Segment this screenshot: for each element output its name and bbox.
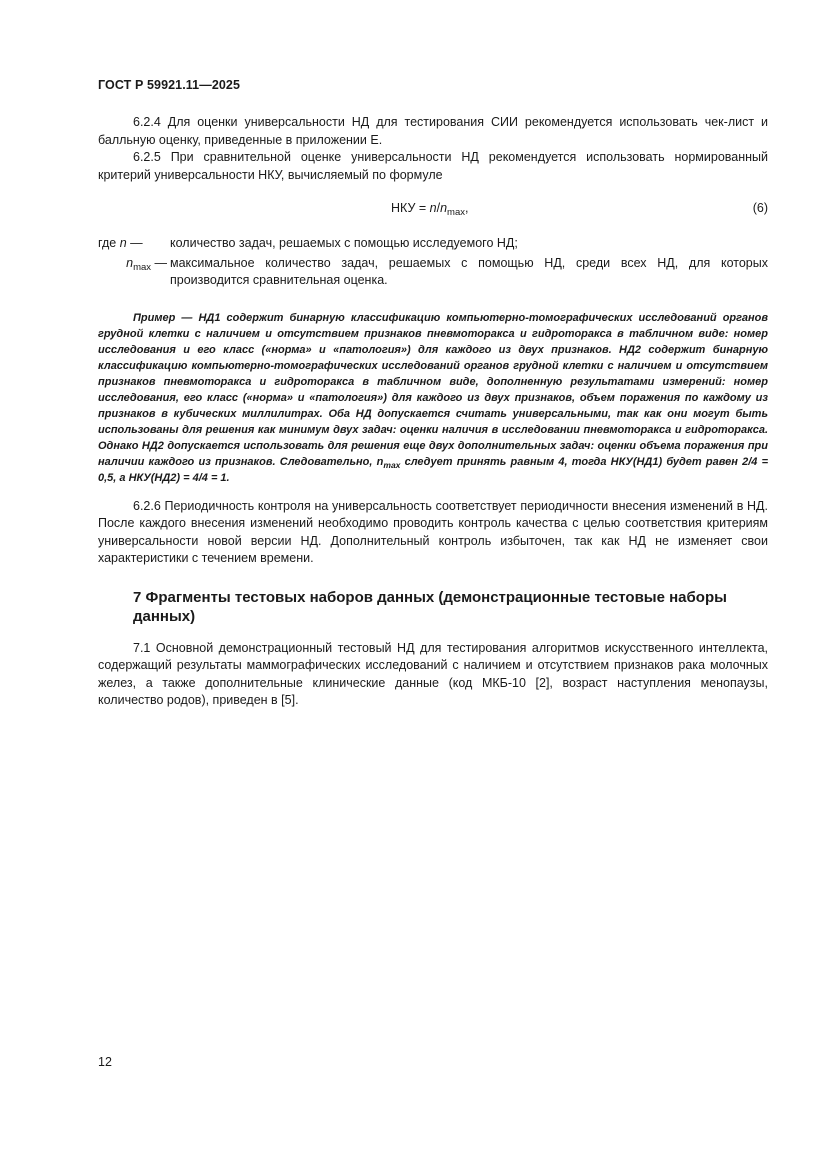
legend-def-nmax: максимальное количество задач, решаемых с помощью НД, среди всех НД, для которых производится сравнительная оценка. [170,255,768,287]
paragraph-6-2-5: 6.2.5 При сравнительной оценке универсальности НД рекомендуется использовать нормированный критерий универсальности НКУ, вычисляемый по формуле [98,150,768,182]
legend-def-n: количество задач, решаемых с помощью исследуемого НД; [170,236,518,250]
paragraph-6-2-6: 6.2.6 Периодичность контроля на универсальность соответствует периодичности внесения изменений в НД. После каждого внесения изменений необходимо проводить контроль качества с целью соответствия критериям универсальности новой версии НД. Дополнительный контроль избыточен, так как НД не изменяет свои характеристики с течением времени. [98,498,768,565]
section-7-title: 7 Фрагменты тестовых наборов данных (демонстрационные тестовые наборы данных) [133,588,727,625]
paragraph-6-2-4: 6.2.4 Для оценки универсальности НД для тестирования СИИ рекомендуется использовать чек-лист и балльную оценку, приведенные в приложении Е. [98,115,768,147]
legend-term-n: где n — [98,236,143,250]
formula-number: (6) [752,201,768,215]
example-block: Пример — НД1 содержит бинарную классификацию компьютерно-томографических исследований органов грудной клетки с наличием и отсутствием признаков пневмоторакса и гидроторакса в табличном виде: номер исследования и его класс («норма» и «патология») для каждого из двух признаков. НД2 содержит бинарную классификацию компьютерно-томографических исследований органов грудной клетки с наличием и отсутствием признаков пневмоторакса и гидроторакса в табличном виде, дополненную результатами измерений: номер исследования, его класс («норма» и «патология») для каждого из двух признаков, объем поражения по каждому из признаков в кубических миллилитрах. Оба НД допускается считать универсальными, так как они могут быть использованы для решения как минимум двух задач: оценки наличия в исследовании пневмоторакса и гидроторакса. Однако НД2 допускается использовать для решения еще двух дополнительных задач: оценки объема поражения при наличии каждого из признаков. Следовательно, $n_{max}$ следует принять равным 4, тогда НКУ(НД1) будет равен 2/4 = 0,5, а НКУ(НД2) = 4/4 = 1. [98,311,768,484]
formula-expression: НКУ = $n/n_{max}$, [391,201,469,218]
page-number: 12 [98,1055,112,1069]
legend-term-nmax: $n_{max}$ — [126,255,167,273]
formula-6 [98,199,768,221]
formula-legend [98,235,768,290]
page-content [98,114,768,710]
paragraph-7-1: 7.1 Основной демонстрационный тестовый НД для тестирования алгоритмов искусственного интеллекта, содержащий результаты маммографических исследований с наличием и отсутствием признаков рака молочных желез, а также дополнительные клинические данные (код МКБ-10 [2], возраст наступления менопаузы, количество родов), приведен в [5]. [98,640,768,707]
document-header: ГОСТ Р 59921.11—2025 [98,78,241,92]
